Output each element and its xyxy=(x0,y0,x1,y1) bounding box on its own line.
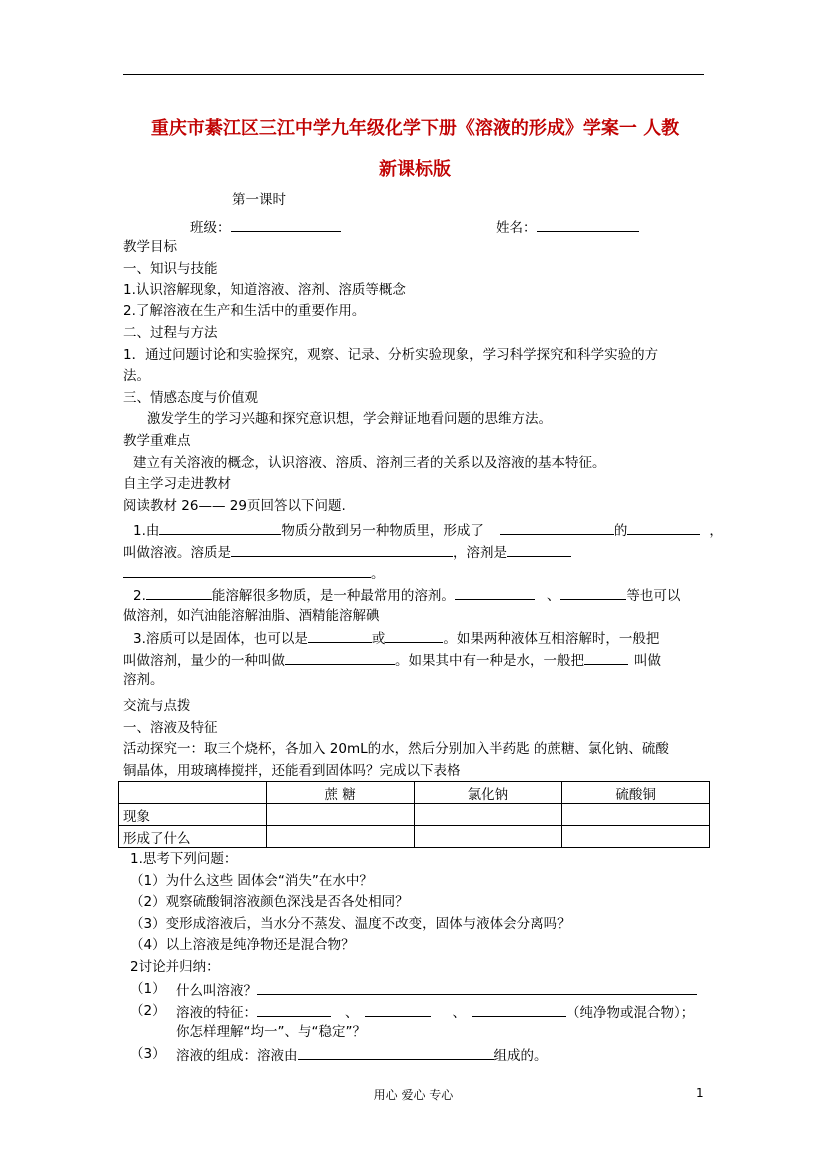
q3-blank-3[interactable] xyxy=(285,650,395,665)
think-question-3: （3）变形成溶液后，当水分不蒸发、温度不改变，固体与液体会分离吗？ xyxy=(130,916,571,932)
d3-blank[interactable] xyxy=(298,1045,494,1060)
goals-heading: 教学目标 xyxy=(123,239,177,255)
solution-heading: 一、溶液及特征 xyxy=(123,720,218,736)
name-field xyxy=(496,217,639,238)
q1-blank-3[interactable] xyxy=(627,520,700,535)
q1-text-a: 1.由 xyxy=(133,523,160,539)
key-points-item: 建立有关溶液的概念，认识溶液、溶质、溶剂三者的关系以及溶液的基本特征。 xyxy=(133,455,606,471)
question-2-line2: 做溶剂，如汽油能溶解油脂、酒精能溶解碘 xyxy=(123,608,380,624)
knowledge-item-1: 1.认识溶解现象，知道溶液、溶剂、溶质等概念 xyxy=(123,282,406,298)
document-title-line1: 重庆市綦江区三江中学九年级化学下册《溶液的形成》学案一 人教 xyxy=(150,118,680,139)
q2-blank-3[interactable] xyxy=(560,585,626,600)
question-1-line3 xyxy=(123,563,385,584)
d1-blank[interactable] xyxy=(257,980,697,995)
discussion-item-2-question: 你怎样理解“均一”、与“稳定”？ xyxy=(176,1024,366,1040)
knowledge-heading: 一、知识与技能 xyxy=(123,261,218,277)
d2-text-b: 、 xyxy=(345,1005,359,1021)
table-cell[interactable] xyxy=(266,826,414,848)
q3-blank-2[interactable] xyxy=(385,628,443,643)
page-number: 1 xyxy=(696,1086,704,1100)
d2-blank-3[interactable] xyxy=(472,1002,566,1017)
q1-text-d: ， xyxy=(709,523,723,539)
table-cell[interactable] xyxy=(562,804,710,826)
q2-blank-2[interactable] xyxy=(455,585,535,600)
d2-text-d: （纯净物或混合物）； xyxy=(566,1005,695,1021)
table-cell[interactable] xyxy=(266,804,414,826)
question-3-line1 xyxy=(133,628,659,649)
page-footer: 用心 爱心 专心 xyxy=(373,1088,454,1102)
discussion-item-2 xyxy=(176,1002,694,1023)
d2-text-a: 溶液的特征： xyxy=(176,1005,257,1021)
question-2-line1 xyxy=(133,585,680,606)
process-item-1a: 1．通过问题讨论和实验探究，观察、记录、分析实验现象，学习科学探究和科学实验的方 xyxy=(123,347,659,363)
q1-blank-1[interactable] xyxy=(159,520,281,535)
table-cell[interactable] xyxy=(414,804,562,826)
q3-text-e: 。如果其中有一种是水，一般把 xyxy=(395,653,584,669)
q1-blank-2[interactable] xyxy=(500,520,614,535)
q2-text-c: 、 xyxy=(546,588,561,604)
q2-blank-1[interactable] xyxy=(146,585,212,600)
process-item-1b: 法。 xyxy=(123,368,150,384)
q1-blank-4[interactable] xyxy=(231,542,453,557)
discussion-item-1-number: （1） xyxy=(130,981,166,997)
key-points-heading: 教学重难点 xyxy=(123,433,191,449)
think-question-2: （2）观察硫酸铜溶液颜色深浅是否各处相同？ xyxy=(130,894,409,910)
d3-text-b: 组成的。 xyxy=(493,1048,548,1064)
d2-blank-2[interactable] xyxy=(365,1002,431,1017)
discussion-item-1 xyxy=(176,980,697,1001)
table-header-row xyxy=(119,782,710,804)
table-header-cell: 蔗 糖 xyxy=(266,782,414,804)
q1-blank-6[interactable] xyxy=(123,563,371,578)
think-question-1: （1）为什么这些 固体会“消失”在水中？ xyxy=(130,873,373,889)
discussion-item-2-number: （2） xyxy=(130,1003,166,1019)
d2-text-c: 、 xyxy=(452,1005,466,1021)
document-title-line2: 新课标版 xyxy=(379,159,451,180)
q3-text-f: 叫做 xyxy=(634,653,661,669)
question-3-line3: 溶剂。 xyxy=(123,672,164,688)
q2-text-d: 等也可以 xyxy=(626,588,681,604)
table-cell[interactable] xyxy=(414,826,562,848)
exchange-heading: 交流与点拨 xyxy=(123,698,191,714)
question-3-line2 xyxy=(123,650,661,671)
self-study-heading: 自主学习走进教材 xyxy=(123,476,231,492)
q3-text-b: 或 xyxy=(371,631,386,647)
q1-text-e: 叫做溶液。溶质是 xyxy=(123,545,231,561)
process-heading: 二、过程与方法 xyxy=(123,325,218,341)
table-header-cell: 氯化钠 xyxy=(414,782,562,804)
reading-instruction: 阅读教材 26—— 29页回答以下问题. xyxy=(123,498,346,514)
q3-blank-4[interactable] xyxy=(584,650,628,665)
q1-text-f: ，溶剂是 xyxy=(453,545,507,561)
header-rule xyxy=(123,74,704,75)
q1-blank-5[interactable] xyxy=(507,542,571,557)
table-row xyxy=(119,804,710,826)
observation-table xyxy=(118,781,710,848)
emotion-heading: 三、情感态度与价值观 xyxy=(123,390,258,406)
table-row xyxy=(119,826,710,848)
d1-text: 什么叫溶液？ xyxy=(176,983,257,999)
q1-text-b: 物质分散到另一种物质里，形成了 xyxy=(281,523,484,539)
question-1-line1 xyxy=(133,520,723,541)
question-1-line2 xyxy=(123,542,571,563)
q3-text-a: 3.溶质可以是固体，也可以是 xyxy=(133,631,308,647)
class-blank[interactable] xyxy=(231,217,341,232)
discussion-item-3-number: （3） xyxy=(130,1046,166,1062)
table-cell[interactable] xyxy=(562,826,710,848)
table-row-label: 形成了什么 xyxy=(119,826,267,848)
q2-text-a: 2. xyxy=(133,588,146,604)
activity-1-line1: 活动探究一：取三个烧杯，各加入 20mL的水，然后分别加入半药匙 的蔗糖、氯化钠、硫酸 xyxy=(123,741,669,757)
q3-text-d: 叫做溶剂，量少的一种叫做 xyxy=(123,653,285,669)
discussion-item-3 xyxy=(176,1045,548,1066)
table-header-cell: 硫酸铜 xyxy=(562,782,710,804)
q2-text-b: 能溶解很多物质，是一种最常用的溶剂。 xyxy=(211,588,455,604)
emotion-item-1: 激发学生的学习兴趣和探究意识想，学会辩证地看问题的思维方法。 xyxy=(147,411,552,427)
name-label: 姓名： xyxy=(496,220,537,236)
think-question-4: （4）以上溶液是纯净物还是混合物？ xyxy=(130,937,355,953)
class-field xyxy=(190,217,341,238)
table-header-cell xyxy=(119,782,267,804)
d3-text-a: 溶液的组成：溶液由 xyxy=(176,1048,298,1064)
q3-blank-1[interactable] xyxy=(308,628,372,643)
discussion-heading: 2讨论并归纳： xyxy=(130,959,220,975)
class-label: 班级： xyxy=(190,220,231,236)
q3-text-c: 。如果两种液体互相溶解时，一般把 xyxy=(443,631,660,647)
lesson-label: 第一课时 xyxy=(232,192,286,208)
activity-1-line2: 铜晶体，用玻璃棒搅拌，还能看到固体吗？完成以下表格 xyxy=(123,763,461,779)
table-row-label: 现象 xyxy=(119,804,267,826)
knowledge-item-2: 2.了解溶液在生产和生活中的重要作用。 xyxy=(123,303,366,319)
q1-text-c: 的 xyxy=(613,523,628,539)
name-blank[interactable] xyxy=(537,217,639,232)
q1-text-g: 。 xyxy=(371,566,385,582)
think-heading: 1.思考下列问题： xyxy=(130,851,238,867)
d2-blank-1[interactable] xyxy=(257,1002,331,1017)
